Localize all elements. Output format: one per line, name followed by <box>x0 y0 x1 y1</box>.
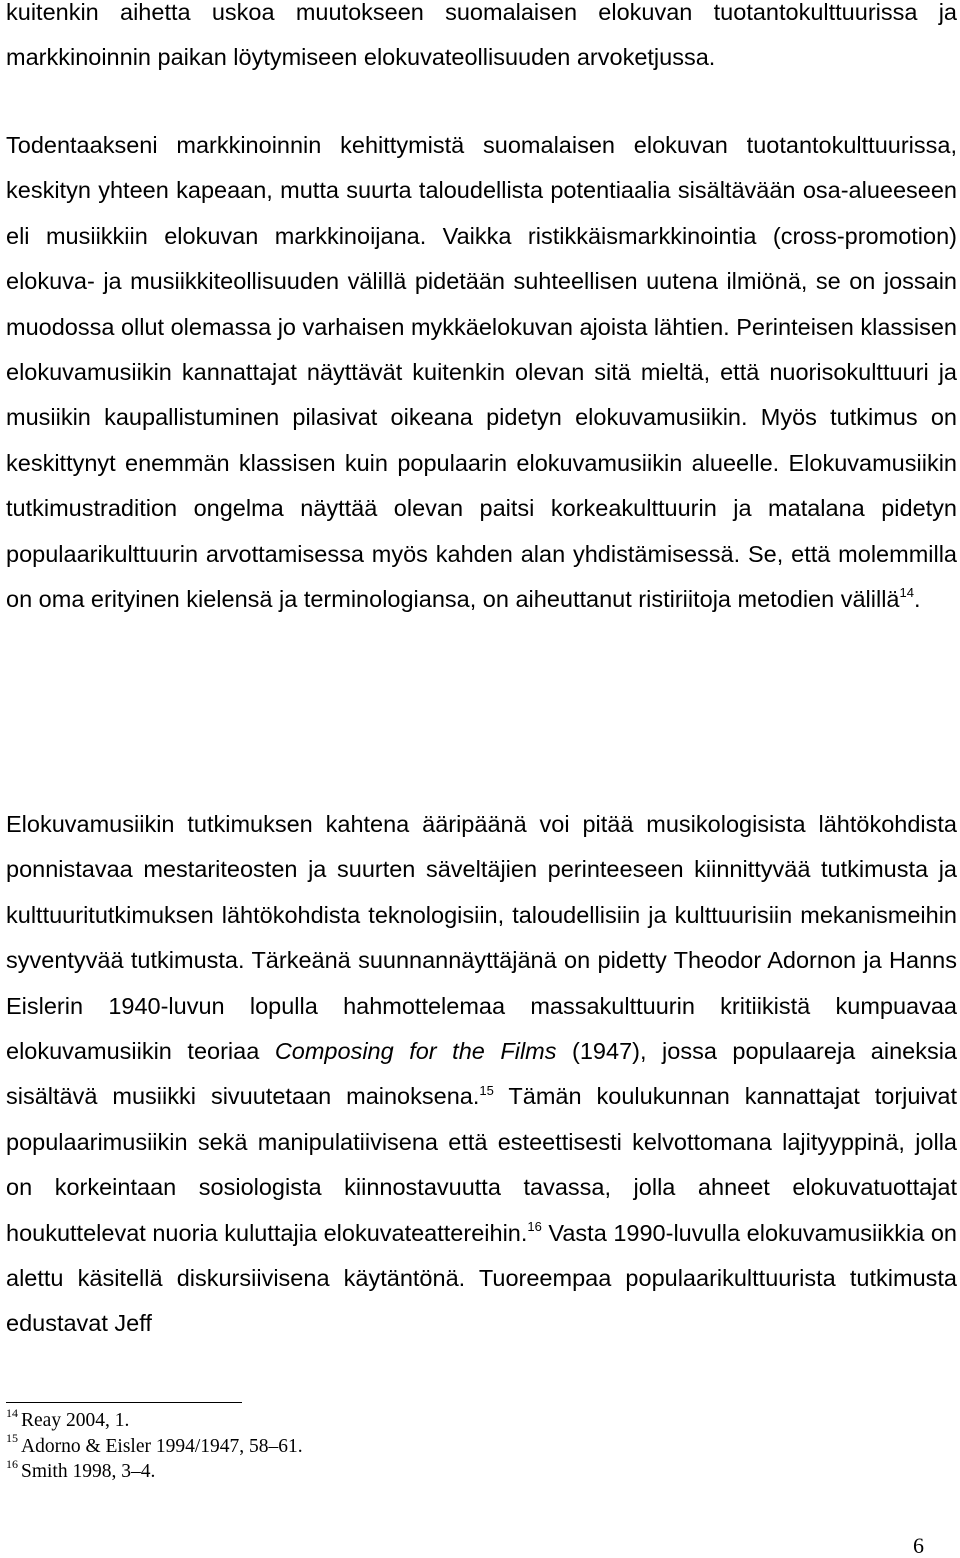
footnote-ref-15: 15 <box>479 1082 494 1098</box>
footnote-number: 14 <box>6 1405 18 1420</box>
paragraph-1 <box>0 123 960 622</box>
paragraph-2-text-a: Elokuvamusiikin tutkimuksen kahtena ääripäänä voi pitää musikologisista lähtökohdista ponnistavaa mestariteosten ja suurten säveltäjien perinteeseen kiinnittyvää tutkimusta ja kulttuuritutkimuksen lähtökohdista teknologisiin, taloudellisiin ja kulttuurisiin mekanismeihin syventyvää tutkimusta. Tärkeänä suunnannäyttäjänä on pidetty Theodor Adornon ja Hanns Eislerin 1940-luvun lopulla hahmottelemaa massakulttuurin kritiikistä kumpuavaa elokuvamusiikin teoriaa <box>6 811 957 1065</box>
lead-text: kuitenkin aihetta uskoa muutokseen suomalaisen elokuvan tuotantokulttuurissa ja markkinoinnin paikan löytymiseen elokuvateollisuuden arvoketjussa. <box>6 0 957 71</box>
footnote-number: 15 <box>6 1431 18 1445</box>
lead-paragraph <box>0 0 960 81</box>
footnotes-list <box>6 1405 303 1485</box>
paragraph-2-text-c: Tämän koulukunnan kannattajat torjuivat populaarimusiikin sekä manipulatiivisena että esteettisesti kelvottomana lajityyppinä, jolla on korkeintaan sosiologista kiinnostavuutta tavassa, jolla ahneet elokuvatuottajat houkuttelevat nuoria kuluttajia elokuvateattereihin. <box>6 1083 958 1246</box>
footnote-separator <box>6 1402 242 1403</box>
footnote-text: Smith 1998, 3–4. <box>21 1461 156 1482</box>
footnote-14 <box>6 1405 303 1434</box>
footnote-ref-14: 14 <box>899 585 914 601</box>
page-number: 6 <box>913 1533 924 1558</box>
paragraph-2 <box>0 802 960 1347</box>
footnote-number: 16 <box>6 1456 18 1471</box>
footnote-text: Adorno & Eisler 1994/1947, 58–61. <box>21 1435 303 1457</box>
paragraph-2-text-b: (1947), jossa populaareja aineksia sisältävä musiikki sivuutetaan mainoksena. <box>6 1038 958 1110</box>
footnote-15 <box>6 1431 303 1460</box>
paragraph-2-text-d: Vasta 1990-luvulla elokuvamusiikkia on alettu käsitellä diskursiivisena käytäntönä. Tuoreempaa populaarikulttuurista tutkimusta edustavat Jeff <box>6 1219 957 1337</box>
footnote-16 <box>6 1456 303 1485</box>
paragraph-1-end: . <box>913 586 921 613</box>
paragraph-1-text: Todentaakseni markkinoinnin kehittymistä suomalaisen elokuvan tuotantokulttuurissa, keskityn yhteen kapeaan, mutta suurta taloudellista potentiaalia sisältävään osa-alueeseen eli musiikkiin elokuvan markkinoijana. Vaikka ristikkäismarkkinointia (cross-promotion) elokuva- ja musiikkiteollisuuden välillä pidetään suhteellisen uutena ilmiönä, se on jossain muodossa ollut olemassa jo varhaisen mykkäelokuvan ajoista lähtien. Perinteisen klassisen elokuvamusiikin kannattajat näyttävät kuitenkin olevan sitä mieltä, että nuorisokulttuuri ja musiikin kaupallistuminen pilasivat oikeana pidetyn elokuvamusiikin. Myös tutkimus on keskittynyt enemmän klassisen kuin populaarin elokuvamusiikin alueelle. Elokuvamusiikin tutkimustradition ongelma näyttää olevan paitsi korkeakulttuurin ja matalana pidetyn populaarikulttuurin arvottamisessa myös kahden alan yhdistämisessä. Se, että molemmilla on oma erityinen kielensä ja terminologiansa, on aiheuttanut ristiriitoja metodien välillä <box>6 132 957 613</box>
footnote-text: Reay 2004, 1. <box>21 1410 130 1431</box>
footnote-ref-16: 16 <box>527 1218 542 1234</box>
book-title: Composing for the Films <box>274 1038 557 1065</box>
